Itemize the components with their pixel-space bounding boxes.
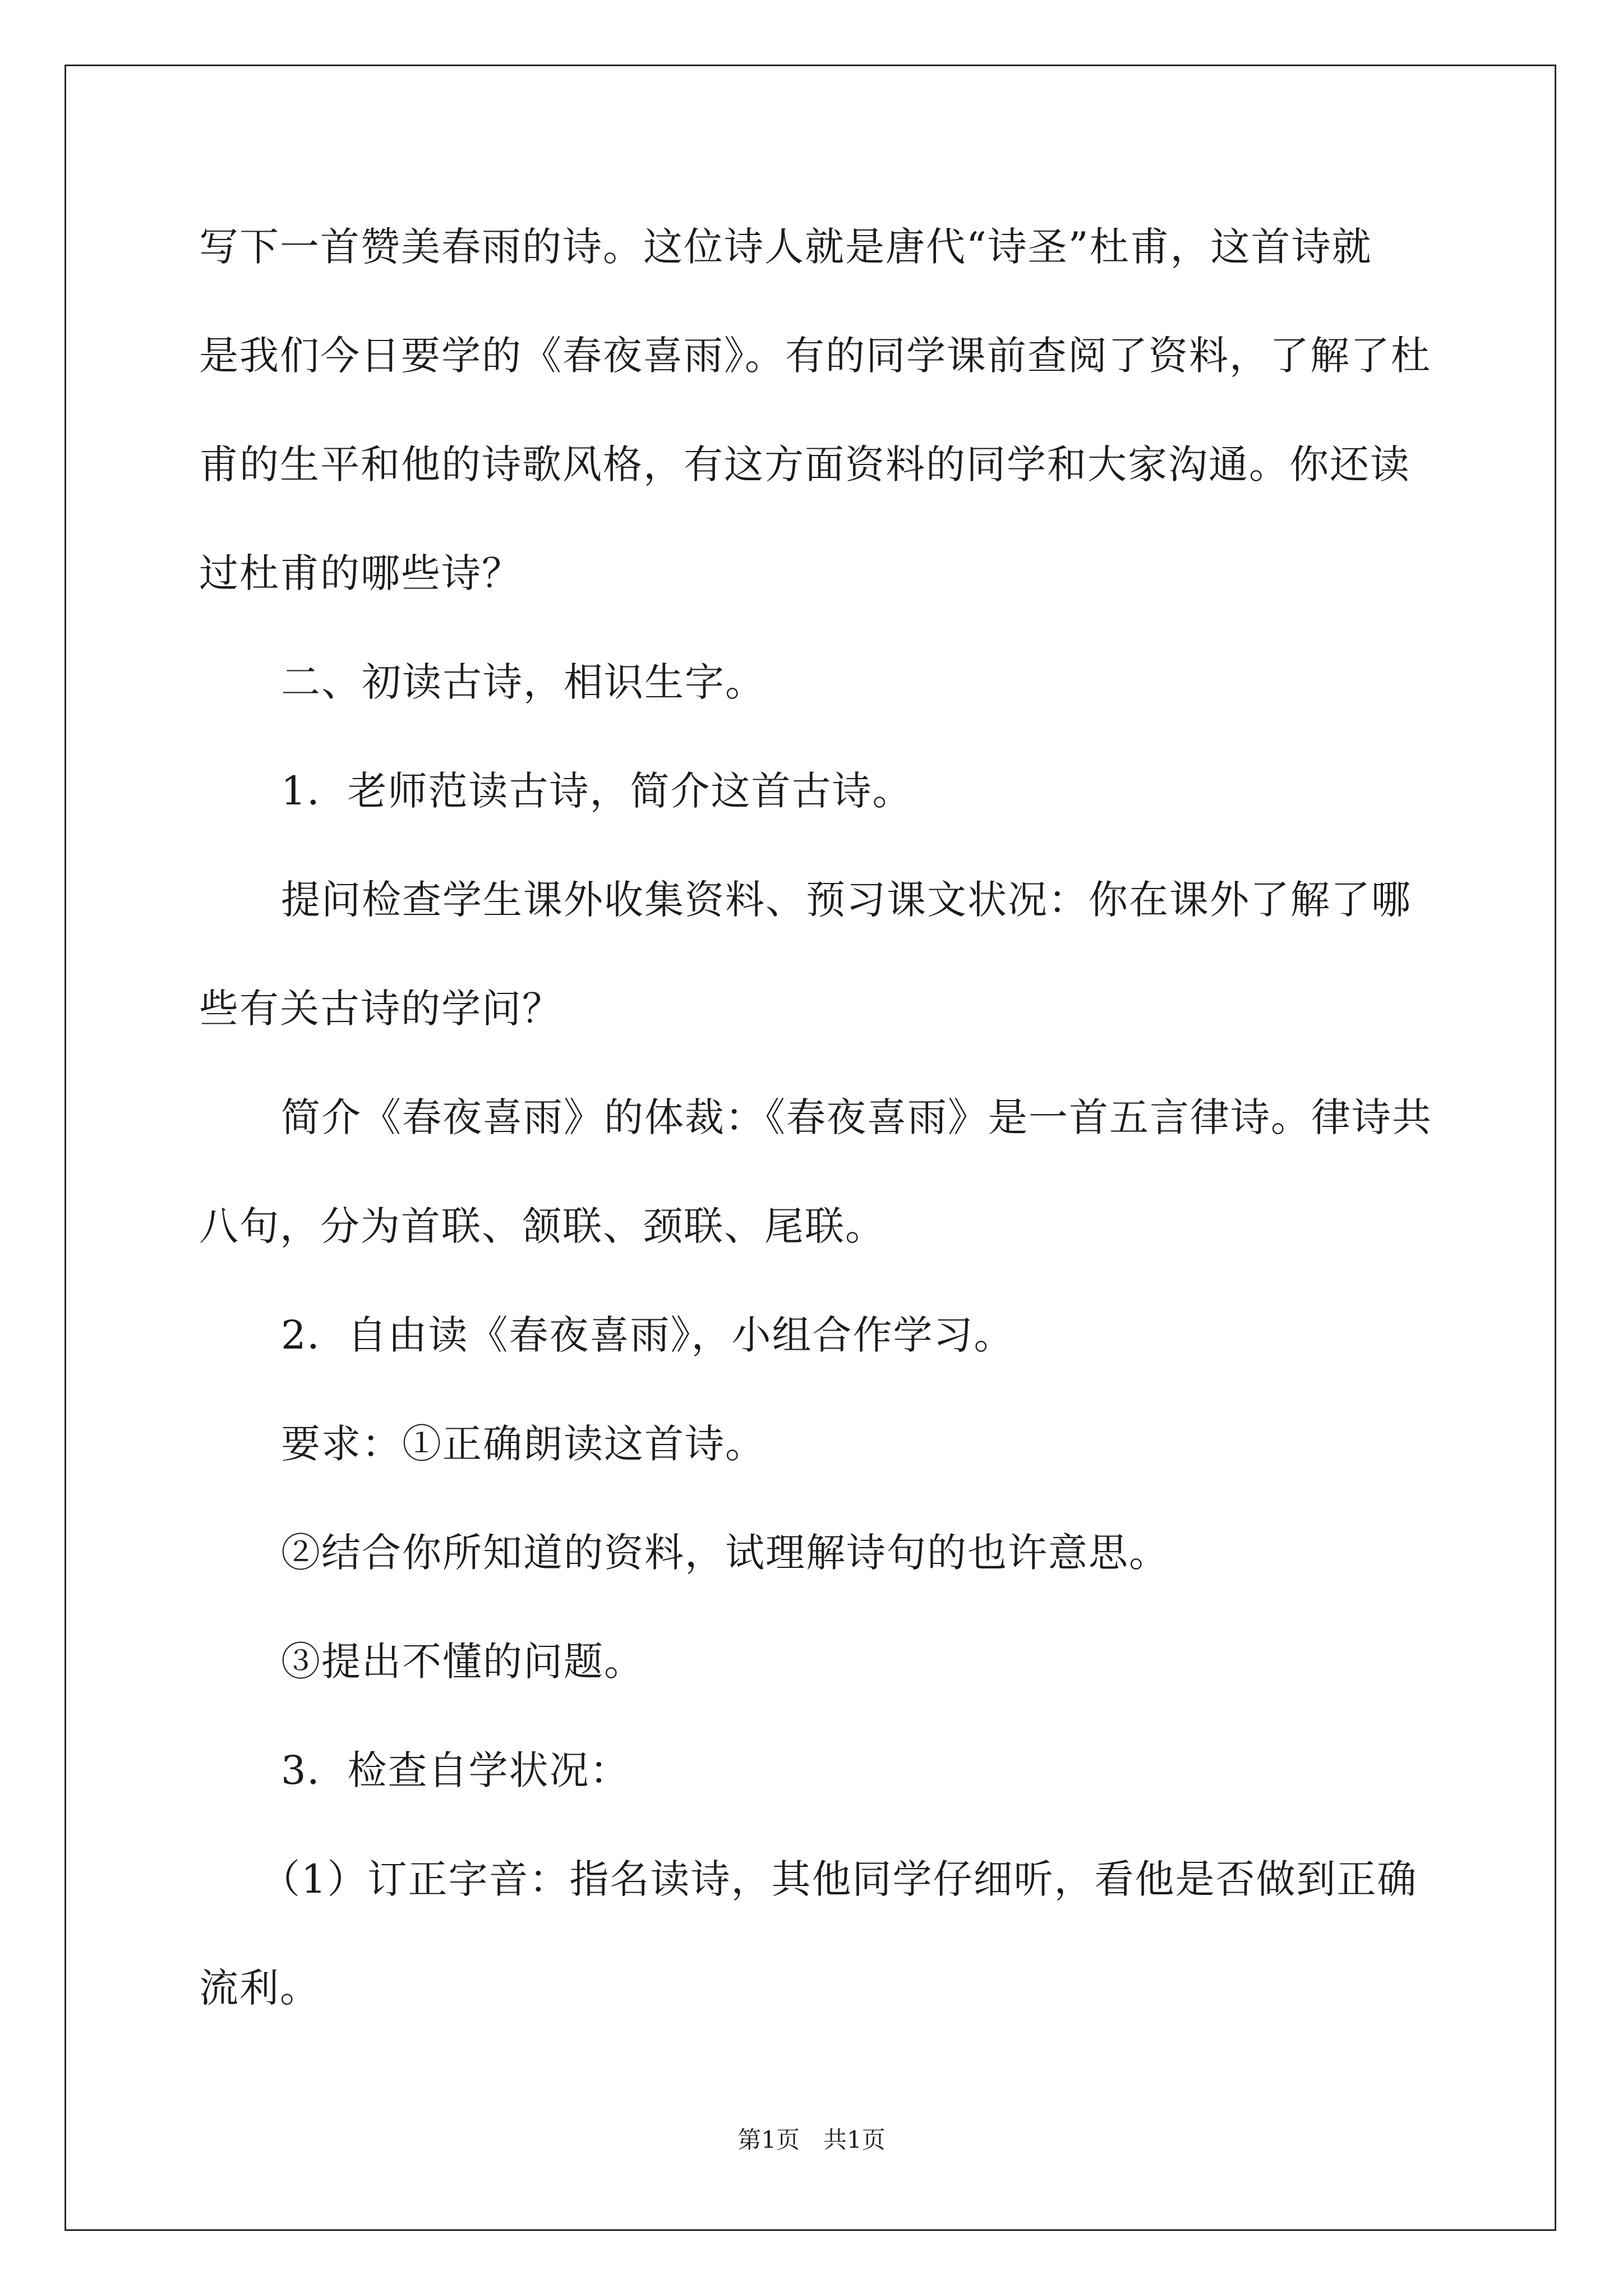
page-number: 第1页 共1页 (737, 2126, 886, 2154)
section-heading: 二、初读古诗，相识生字。 (281, 659, 766, 705)
text-line: （1）订正字音：指名读诗，其他同学仔细听，看他是否做到正确 (261, 1856, 1418, 1902)
text-line: 流利。 (199, 1965, 320, 2011)
text-line: 2．自由读《春夜喜雨》，小组合作学习。 (281, 1312, 1015, 1358)
text-line: 要求：①正确朗读这首诗。 (281, 1421, 766, 1467)
text-line: 提问检查学生课外收集资料、预习课文状况：你在课外了解了哪 (281, 877, 1412, 923)
text-line: ③提出不懂的问题。 (281, 1639, 644, 1685)
text-line: 1．老师范读古诗，简介这首古诗。 (281, 768, 913, 814)
text-line: 简介《春夜喜雨》的体裁：《春夜喜雨》是一首五言律诗。律诗共 (281, 1094, 1432, 1140)
text-line: 八句，分为首联、颔联、颈联、尾联。 (199, 1203, 886, 1249)
text-line: 过杜甫的哪些诗？ (199, 550, 522, 596)
text-line: 些有关古诗的学问？ (199, 986, 562, 1032)
text-line: 甫的生平和他的诗歌风格，有这方面资料的同学和大家沟通。你还读 (199, 441, 1410, 487)
text-line: 是我们今日要学的《春夜喜雨》。有的同学课前查阅了资料，了解了杜 (199, 333, 1431, 379)
text-line: 写下一首赞美春雨的诗。这位诗人就是唐代“诗圣”杜甫，这首诗就 (199, 224, 1372, 270)
text-line: 3．检查自学状况： (281, 1747, 630, 1793)
text-line: ②结合你所知道的资料，试理解诗句的也许意思。 (281, 1530, 1169, 1576)
